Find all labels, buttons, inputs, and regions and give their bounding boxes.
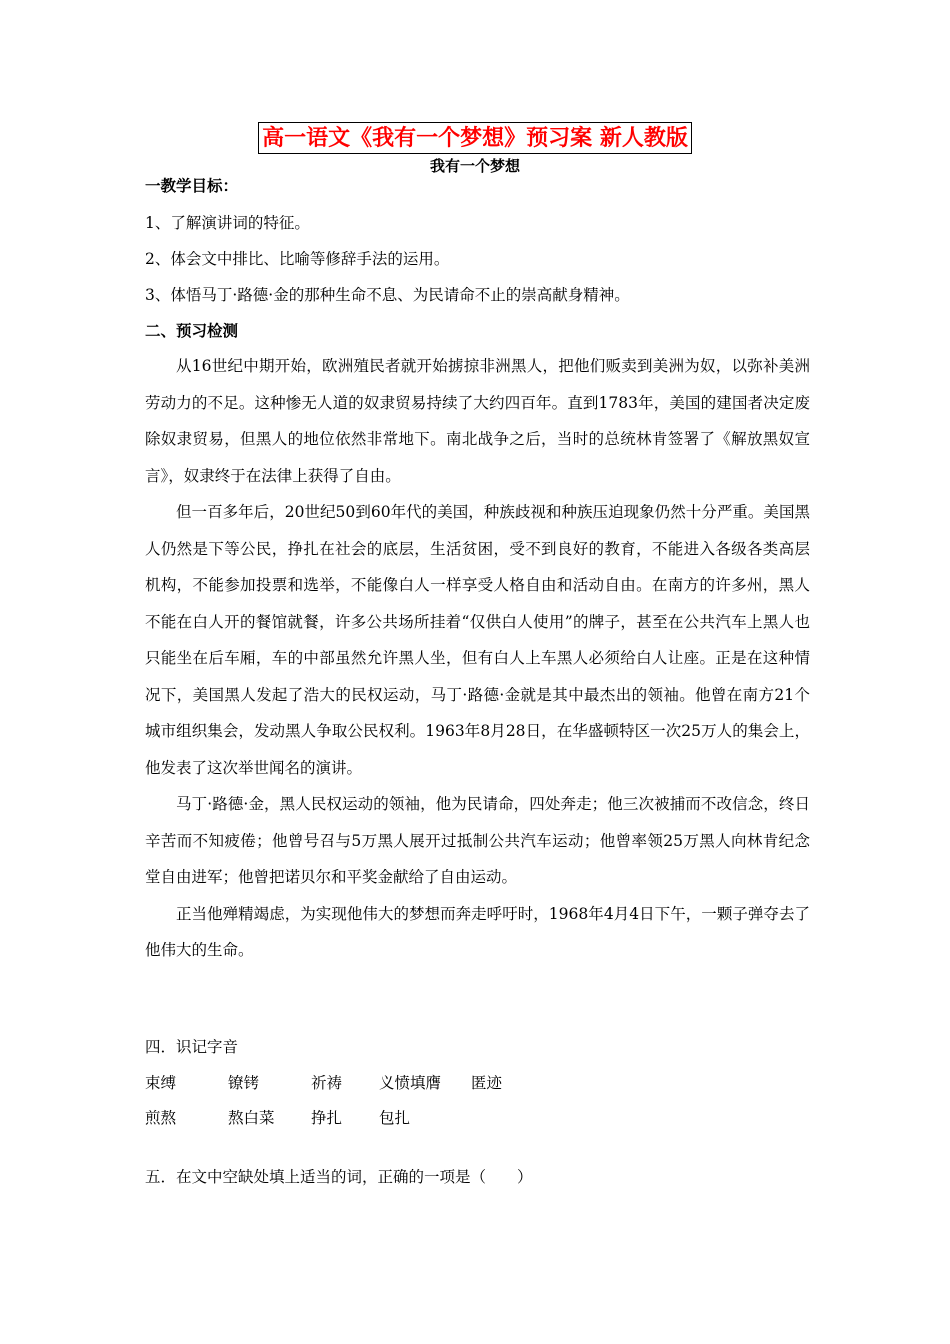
section1-heading: 一教学目标： [145,176,239,195]
vocab-word: 祈祷 [311,1074,343,1092]
paragraph-1: 从16世纪中期开始，欧洲殖民者就开始掳掠非洲黑人，把他们贩卖到美洲为奴，以弥补美洲劳动力的不足。这种惨无人道的奴隶贸易持续了大约四百年。直到1783年，美国的建国者决定废除奴隶贸易，但黑人的地位依然非常地下。南北战争之后，当时的总统林肯签署了《解放黑奴宣言》，奴隶终于在法律上获得了自由。 [145,357,810,485]
document-subtitle: 我有一个梦想 [429,157,520,175]
vocab-word: 义愤填膺 [379,1074,442,1092]
paragraph-3: 马丁·路德·金，黑人民权运动的领袖，他为民请命，四处奔走；他三次被捕而不改信念，终日辛苦而不知疲倦；他曾号召与5万黑人展开过抵制公共汽车运动；他曾率领25万黑人向林肯纪念堂自由进军；他曾把诺贝尔和平奖金献给了自由运动。 [145,795,810,886]
section5-heading: 五．在文中空缺处填上适当的词，正确的一项是（ ） [145,1168,533,1186]
objective-item-2: 2、体会文中排比、比喻等修辞手法的运用。 [145,250,450,268]
vocab-word: 挣扎 [311,1109,343,1127]
vocab-word: 包扎 [379,1109,411,1127]
vocab-word: 煎熬 [145,1109,177,1127]
document-title [0,122,950,154]
section2-heading: 二、预习检测 [145,321,239,340]
vocab-word: 熬白菜 [228,1109,275,1127]
paragraph-4: 正当他殚精竭虑，为实现他伟大的梦想而奔走呼吁时，1968年4月4日下午，一颗子弹夺去了他伟大的生命。 [145,904,810,959]
section4-heading: 四．识记字音 [145,1038,239,1056]
objective-item-1: 1、了解演讲词的特征。 [145,214,310,232]
document-title-text: 高一语文《我有一个梦想》预习案 新人教版 [258,122,692,154]
objective-item-3: 3、体悟马丁·路德·金的那种生命不息、为民请命不止的崇高献身精神。 [145,286,630,304]
vocab-word: 匿迹 [471,1074,503,1092]
paragraph-2: 但一百多年后，20世纪50到60年代的美国，种族歧视和种族压迫现象仍然十分严重。美国黑人仍然是下等公民，挣扎在社会的底层，生活贫困，受不到良好的教育，不能进入各级各类高层机构，不能参加投票和选举，不能像白人一样享受人格自由和活动自由。在南方的许多州，黑人不能在白人开的餐馆就餐，许多公共场所挂着“仅供白人使用”的牌子，甚至在公共汽车上黑人也只能坐在后车厢，车的中部虽然允许黑人坐，但有白人上车黑人必须给白人让座。正是在这种情况下，美国黑人发起了浩大的民权运动，马丁·路德·金就是其中最杰出的领袖。他曾在南方21个城市组织集会，发动黑人争取公民权利。1963年8月28日，在华盛顿特区一次25万人的集会上，他发表了这次举世闻名的演讲。 [145,503,810,777]
vocab-word: 束缚 [145,1074,177,1092]
section2-body [145,348,810,969]
vocab-word: 镣铐 [228,1074,260,1092]
